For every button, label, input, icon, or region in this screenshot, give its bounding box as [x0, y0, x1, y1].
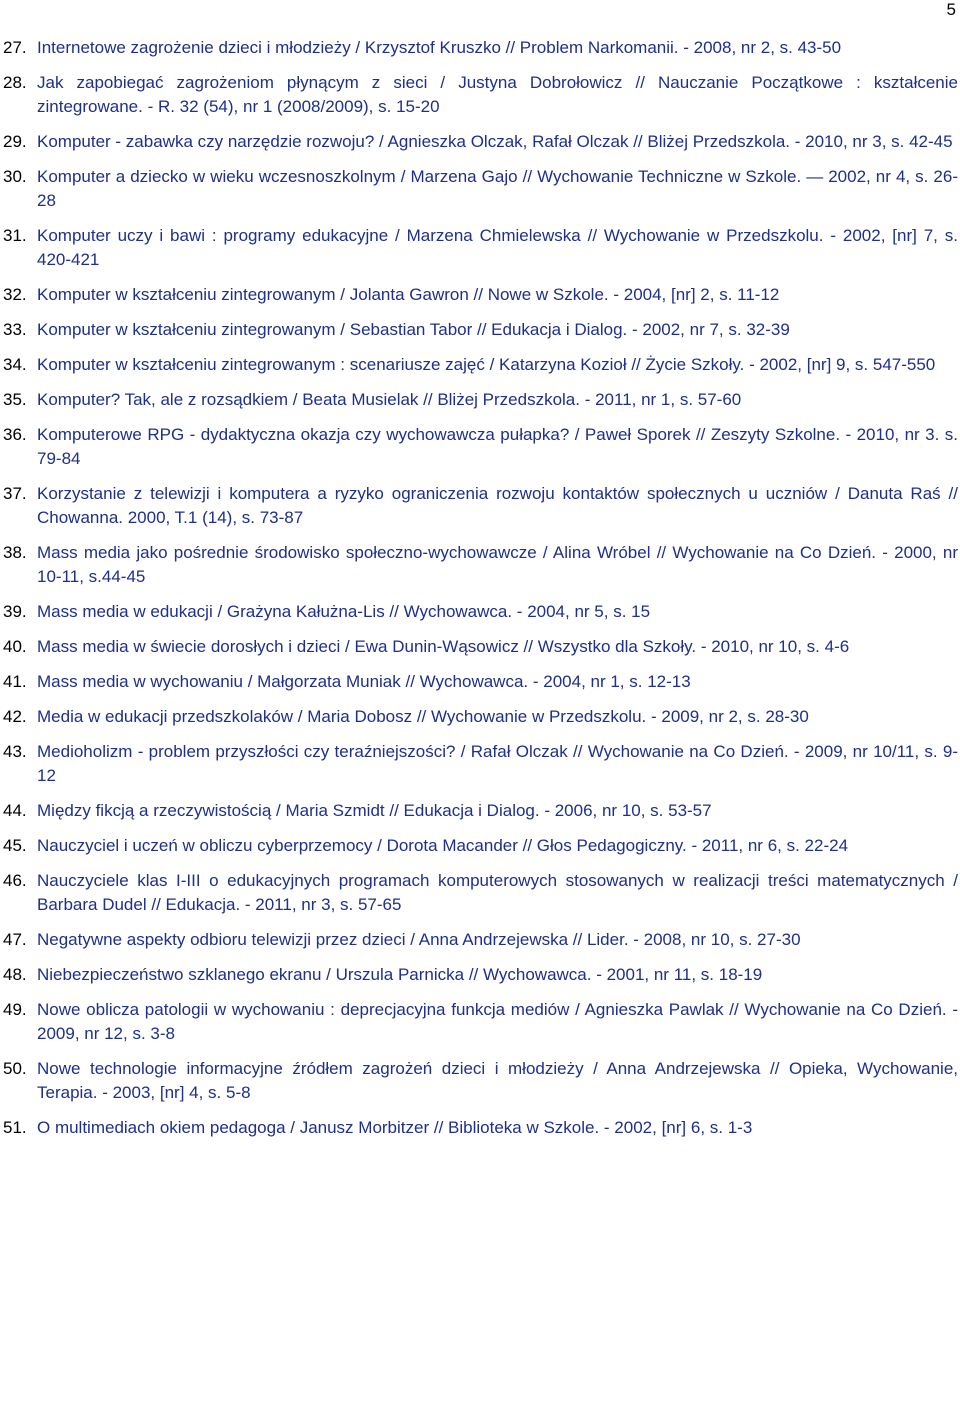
entry-citation: Między fikcją a rzeczywistością / Maria Szmidt // Edukacja i Dialog. - 2006, nr 10, s. 53-57 [37, 801, 712, 820]
bibliography-entry [0, 165, 960, 213]
bibliography-entry [0, 799, 960, 823]
entry-citation: Korzystanie z telewizji i komputera a ryzyko ograniczenia rozwoju kontaktów społecznych u uczniów / Danuta Raś // Chowanna. 2000, T.1 (14), s. 73-87 [37, 484, 958, 527]
entry-citation: Komputer w kształceniu zintegrowanym : scenariusze zajęć / Katarzyna Kozioł // Życie Szkoły. - 2002, [nr] 9, s. 547-550 [37, 355, 936, 374]
entry-number: 36. [3, 425, 27, 444]
entry-number: 47. [3, 930, 27, 949]
entry-number: 37. [3, 484, 27, 503]
entry-citation: Internetowe zagrożenie dzieci i młodzieży / Krzysztof Kruszko // Problem Narkomanii. - 2008, nr 2, s. 43-50 [37, 38, 842, 57]
bibliography-entry [0, 482, 960, 530]
entry-citation: Nowe oblicza patologii w wychowaniu : deprecjacyjna funkcja mediów / Agnieszka Pawlak // Wychowanie na Co Dzień. - 2009, nr 12, s. 3-8 [37, 1000, 958, 1043]
entry-citation: Komputer a dziecko w wieku wczesnoszkolnym / Marzena Gajo // Wychowanie Techniczne w Szkole. — 2002, nr 4, s. 26-28 [37, 167, 958, 210]
bibliography-entry [0, 869, 960, 917]
entry-citation: Mass media w edukacji / Grażyna Kałużna-Lis // Wychowawca. - 2004, nr 5, s. 15 [37, 602, 651, 621]
entry-citation: Mass media jako pośrednie środowisko społeczno-wychowawcze / Alina Wróbel // Wychowanie na Co Dzień. - 2000, nr 10-11, s.44-45 [37, 543, 958, 586]
entry-number: 42. [3, 707, 27, 726]
entry-number: 28. [3, 73, 27, 92]
entry-number: 50. [3, 1059, 27, 1078]
page-number: 5 [946, 0, 956, 19]
entry-number: 39. [3, 602, 27, 621]
entry-citation: Jak zapobiegać zagrożeniom płynącym z sieci / Justyna Dobrołowicz // Nauczanie Początkowe : kształcenie zintegrowane. - R. 32 (54), nr 1 (2008/2009), s. 15-20 [37, 73, 958, 116]
entry-number: 45. [3, 836, 27, 855]
entry-number: 35. [3, 390, 27, 409]
entry-number: 38. [3, 543, 27, 562]
entry-citation: Komputer uczy i bawi : programy edukacyjne / Marzena Chmielewska // Wychowanie w Przedszkolu. - 2002, [nr] 7, s. 420-421 [37, 226, 958, 269]
entry-citation: Media w edukacji przedszkolaków / Maria Dobosz // Wychowanie w Przedszkolu. - 2009, nr 2, s. 28-30 [37, 707, 809, 726]
entry-citation: Nauczyciel i uczeń w obliczu cyberprzemocy / Dorota Macander // Głos Pedagogiczny. - 2011, nr 6, s. 22-24 [37, 836, 849, 855]
bibliography-entry [0, 353, 960, 377]
entry-citation: Komputer - zabawka czy narzędzie rozwoju? / Agnieszka Olczak, Rafał Olczak // Bliżej Przedszkola. - 2010, nr 3, s. 42-45 [37, 132, 953, 151]
entry-number: 31. [3, 226, 27, 245]
bibliography-entry [0, 36, 960, 60]
entry-number: 43. [3, 742, 27, 761]
entry-number: 44. [3, 801, 27, 820]
entry-citation: Mass media w wychowaniu / Małgorzata Muniak // Wychowawca. - 2004, nr 1, s. 12-13 [37, 672, 691, 691]
bibliography-entry [0, 318, 960, 342]
bibliography-entry [0, 224, 960, 272]
bibliography-entry [0, 963, 960, 987]
entry-number: 48. [3, 965, 27, 984]
entry-citation: Komputer? Tak, ale z rozsądkiem / Beata Musielak // Bliżej Przedszkola. - 2011, nr 1, s. 57-60 [37, 390, 742, 409]
bibliography-entry [0, 740, 960, 788]
entry-citation: Mass media w świecie dorosłych i dzieci / Ewa Dunin-Wąsowicz // Wszystko dla Szkoły. - 2010, nr 10, s. 4-6 [37, 637, 850, 656]
bibliography-entry [0, 130, 960, 154]
bibliography-entry [0, 670, 960, 694]
entry-citation: Komputerowe RPG - dydaktyczna okazja czy wychowawcza pułapka? / Paweł Sporek // Zeszyty Szkolne. - 2010, nr 3. s. 79-84 [37, 425, 958, 468]
entry-citation: Negatywne aspekty odbioru telewizji przez dzieci / Anna Andrzejewska // Lider. - 2008, nr 10, s. 27-30 [37, 930, 801, 949]
entry-citation: Komputer w kształceniu zintegrowanym / Jolanta Gawron // Nowe w Szkole. - 2004, [nr] 2, s. 11-12 [37, 285, 780, 304]
entry-citation: Nowe technologie informacyjne źródłem zagrożeń dzieci i młodzieży / Anna Andrzejewska // Opieka, Wychowanie, Terapia. - 2003, [nr] 4, s. 5-8 [37, 1059, 958, 1102]
bibliography-entry [0, 1116, 960, 1140]
bibliography-entry [0, 541, 960, 589]
bibliography-entry [0, 834, 960, 858]
bibliography-entry [0, 283, 960, 307]
bibliography-entry [0, 998, 960, 1046]
bibliography-entry [0, 423, 960, 471]
entry-number: 49. [3, 1000, 27, 1019]
entry-citation: Niebezpieczeństwo szklanego ekranu / Urszula Parnicka // Wychowawca. - 2001, nr 11, s. 18-19 [37, 965, 763, 984]
entry-number: 30. [3, 167, 27, 186]
entry-citation: Medioholizm - problem przyszłości czy teraźniejszości? / Rafał Olczak // Wychowanie na Co Dzień. - 2009, nr 10/11, s. 9-12 [37, 742, 958, 785]
entry-number: 29. [3, 132, 27, 151]
entry-citation: Nauczyciele klas I-III o edukacyjnych programach komputerowych stosowanych w realizacji treści matematycznych / Barbara Dudel // Edukacja. - 2011, nr 3, s. 57-65 [37, 871, 958, 914]
entry-number: 32. [3, 285, 27, 304]
entry-number: 40. [3, 637, 27, 656]
bibliography-entry [0, 71, 960, 119]
entry-number: 33. [3, 320, 27, 339]
bibliography-entry [0, 705, 960, 729]
entry-number: 34. [3, 355, 27, 374]
bibliography-entry [0, 388, 960, 412]
entry-citation: Komputer w kształceniu zintegrowanym / Sebastian Tabor // Edukacja i Dialog. - 2002, nr 7, s. 32-39 [37, 320, 790, 339]
entry-number: 51. [3, 1118, 27, 1137]
bibliography-entry [0, 1057, 960, 1105]
bibliography-entry [0, 928, 960, 952]
bibliography-list [0, 36, 960, 1151]
bibliography-entry [0, 600, 960, 624]
entry-citation: O multimediach okiem pedagoga / Janusz Morbitzer // Biblioteka w Szkole. - 2002, [nr] 6, s. 1-3 [37, 1118, 753, 1137]
bibliography-entry [0, 635, 960, 659]
entry-number: 46. [3, 871, 27, 890]
entry-number: 41. [3, 672, 27, 691]
entry-number: 27. [3, 38, 27, 57]
